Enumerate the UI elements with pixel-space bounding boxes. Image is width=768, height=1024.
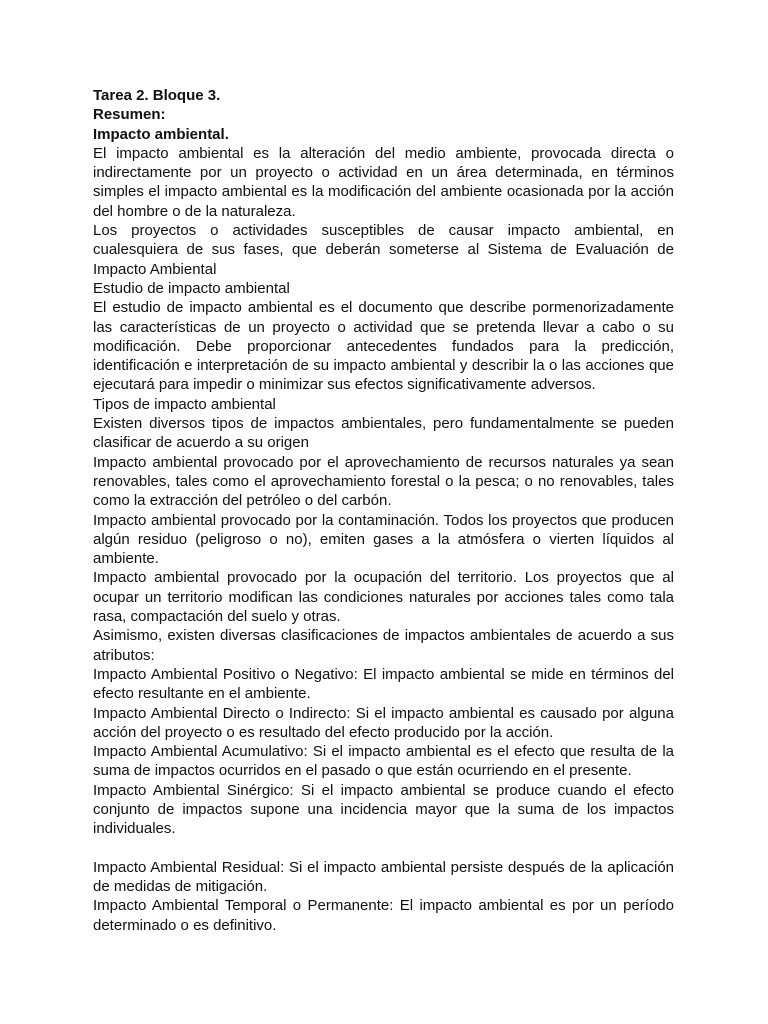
paragraph-study: El estudio de impacto ambiental es el documento que describe pormenorizadamente las características de un proyecto o actividad que se pretenda llevar a cabo o su modificación. Debe proporcionar antecedentes fundados para la predicción, identificación e interpretación de su impacto ambiental y describir la o las acciones que ejecutará para impedir o minimizar sus efectos significativamente adversos.	[93, 299, 674, 394]
paragraph-contamination: Impacto ambiental provocado por la contaminación. Todos los proyectos que producen algún residuo (peligroso o no), emiten gases a la atmósfera o vierten líquidos al ambiente.	[93, 511, 674, 568]
paragraph-territory: Impacto ambiental provocado por la ocupación del territorio. Los proyectos que al ocupar un territorio modifican las condiciones naturales por acciones tales como tala rasa, compactación del suelo y otras.	[93, 569, 674, 626]
summary-heading: Resumen:	[93, 106, 166, 124]
paragraph-temporal: Impacto Ambiental Temporal o Permanente: El impacto ambiental es por un período determinado o es definitivo.	[93, 897, 674, 934]
paragraph-resources: Impacto ambiental provocado por el aprovechamiento de recursos naturales ya sean renovables, tales como el aprovechamiento forestal o la pesca; o no renovables, tales como la extracción del petróleo o del carbón.	[93, 453, 674, 510]
paragraph-projects: Los proyectos o actividades susceptibles de causar impacto ambiental, en cualesquiera de sus fases, que deberán someterse al Sistema de Evaluación de Impacto Ambiental	[93, 222, 674, 278]
document-page	[93, 86, 674, 935]
paragraph-definition: El impacto ambiental es la alteración del medio ambiente, provocada directa o indirectamente por un proyecto o actividad en un área determinada, en términos simples el impacto ambiental es la modificación del ambiente ocasionada por la acción del hombre o de la naturaleza.	[93, 144, 674, 220]
section-heading: Impacto ambiental.	[93, 125, 229, 143]
paragraph-cumulative: Impacto Ambiental Acumulativo: Si el impacto ambiental es el efecto que resulta de la suma de impactos ocurridos en el pasado o que están ocurriendo en el presente.	[93, 743, 674, 780]
subheading-types: Tipos de impacto ambiental	[93, 395, 276, 413]
paragraph-positive-negative: Impacto Ambiental Positivo o Negativo: El impacto ambiental se mide en términos del efecto resultante en el ambiente.	[93, 665, 674, 703]
document-title: Tarea 2. Bloque 3.	[93, 87, 221, 104]
paragraph-synergic: Impacto Ambiental Sinérgico: Si el impacto ambiental se produce cuando el efecto conjunto de impactos supone una incidencia mayor que la suma de los impactos individuales.	[93, 781, 674, 838]
paragraph-spacer	[93, 839, 674, 858]
paragraph-types-intro: Existen diversos tipos de impactos ambientales, pero fundamentalmente se pueden clasificar de acuerdo a su origen	[93, 415, 674, 452]
paragraph-residual: Impacto Ambiental Residual: Si el impacto ambiental persiste después de la aplicación de medidas de mitigación.	[93, 858, 674, 896]
paragraph-attributes: Asimismo, existen diversas clasificaciones de impactos ambientales de acuerdo a sus atributos:	[93, 627, 674, 664]
paragraph-direct-indirect: Impacto Ambiental Directo o Indirecto: Si el impacto ambiental es causado por alguna acción del proyecto o es resultado del efecto producido por la acción.	[93, 704, 674, 741]
subheading-study: Estudio de impacto ambiental	[93, 279, 290, 297]
